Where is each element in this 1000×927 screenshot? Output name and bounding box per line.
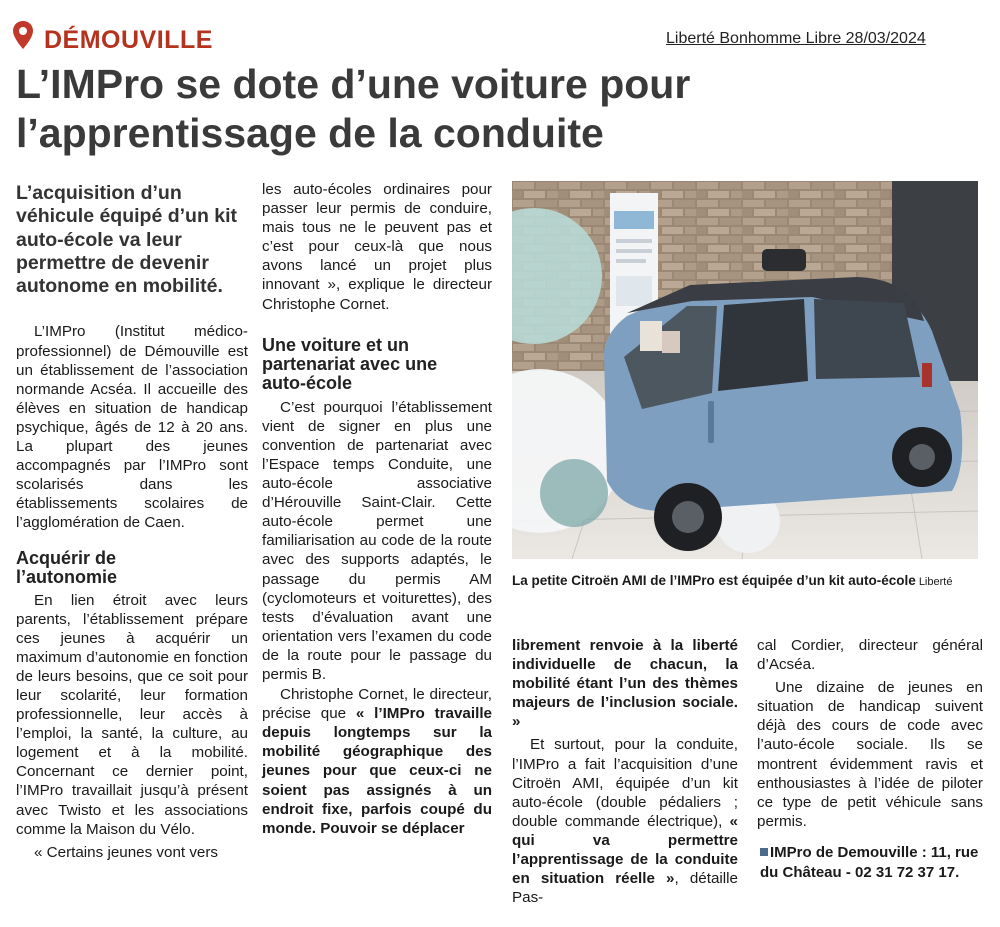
square-bullet-icon (760, 848, 768, 856)
paragraph-cornet: Christophe Cornet, le directeur, précise que « l’IMPro travaille depuis longtemps sur la mobilité géographique des jeunes pour que ceux-ci ne soient pas assignés à un endroit fixe, parfois coupé du monde. Pouvoir se déplacer (262, 686, 492, 837)
lead-paragraph: L’acquisition d’un véhicule équipé d’un kit auto-école va leur permettre de devenir autonome en mobilité. (16, 182, 238, 298)
source-line: Liberté Bonhomme Libre 28/03/2024 (666, 30, 926, 47)
column-2 (262, 180, 492, 838)
paragraph-autonomie: En lien étroit avec leurs parents, l’établissement prépare ces jeunes à acquérir un maximum d’autonomie en fonction de leurs besoins, que ce soit pour leur scolarité, leur formation professionnelle, leur accès à l’emploi, la santé, la culture, au logement et à la mobilité. Concernant ce dernier point, l’IMPro travaillait jusqu’à présent avec Twisto et les associations comme la Maison du Vélo. (16, 591, 248, 838)
car-photo-illustration (512, 181, 978, 559)
column-4 (757, 636, 983, 831)
paragraph-quote-start: « Certains jeunes vont vers (34, 843, 219, 861)
headline: L’IMPro se dote d’une voiture pour l’apprentissage de la conduite (16, 61, 691, 156)
photo-caption (512, 572, 982, 591)
info-box (760, 843, 990, 883)
column-3 (512, 636, 738, 907)
subheading-autonomie: Acquérir de l’autonomie (16, 547, 118, 587)
paragraph-jeunes: Une dizaine de jeunes en situation de handicap suivent déjà des cours de code avec l’auto-école sociale. Ils se montrent évidemment ravis et enthousiastes à l’idée de piloter ce type de petit véhicule sans permis. (757, 679, 983, 830)
subheading-partenariat: Une voiture et un partenariat avec une auto-école (262, 334, 438, 393)
paragraph-partenariat: C’est pourquoi l’établissement vient de signer en plus une convention de partenariat avec l’Espace temps Conduite, une auto-école associative d’Hérouville Saint-Clair. Cette auto-école permet une familiarisation au code de la route avec des supports adaptés, le passage du permis AM (cyclomoteurs et voiturettes), des tests d’évaluation avant une orientation vers l’examen du code de la route pour le passage du permis B. (262, 398, 492, 683)
article-photo (512, 181, 978, 559)
column-1 (16, 182, 248, 862)
paragraph-director-quote: les auto-écoles ordinaires pour passer leur permis de conduire, mais tous ne le peuvent pas et c’est pour ceux-là que nous avons lancé un projet plus innovant », explique le directeur Christophe Cornet. (262, 181, 492, 313)
paragraph-citroen: Et surtout, pour la conduite, l’IMPro a fait l’acquisition d’une Citroën AMI, équipée d’un kit auto-école (double pédaliers ; double commande électrique), « qui va permettre l’apprentissage de la conduite en situation réelle », détaille Pas- (512, 736, 738, 907)
caption-text: La petite Citroën AMI de l’IMPro est équipée d’un kit auto-école (512, 573, 916, 588)
photo-credit: Liberté (918, 576, 953, 588)
location-pin-icon (12, 20, 34, 50)
location-label: DÉMOUVILLE (44, 26, 213, 54)
paragraph-quote-end: librement renvoie à la liberté individuelle de chacun, la mobilité étant l’un des thèmes majeurs de l’inclusion sociale. » (512, 637, 738, 731)
paragraph-cordier: cal Cordier, directeur général d’Acséa. (757, 637, 983, 674)
paragraph-intro: L’IMPro (Institut médico-professionnel) de Démouville est un établissement de l’association normande Acséa. Il accueille des élèves en situation de handicap psychique, âgés de 12 à 20 ans. La plupart des jeunes accompagnés par l’IMPro sont scolarisés dans les établissements scolaires de l’agglomération de Caen. (16, 323, 248, 532)
info-text: IMPro de Demouville : 11, rue du Château - 02 31 72 37 17. (760, 844, 979, 881)
